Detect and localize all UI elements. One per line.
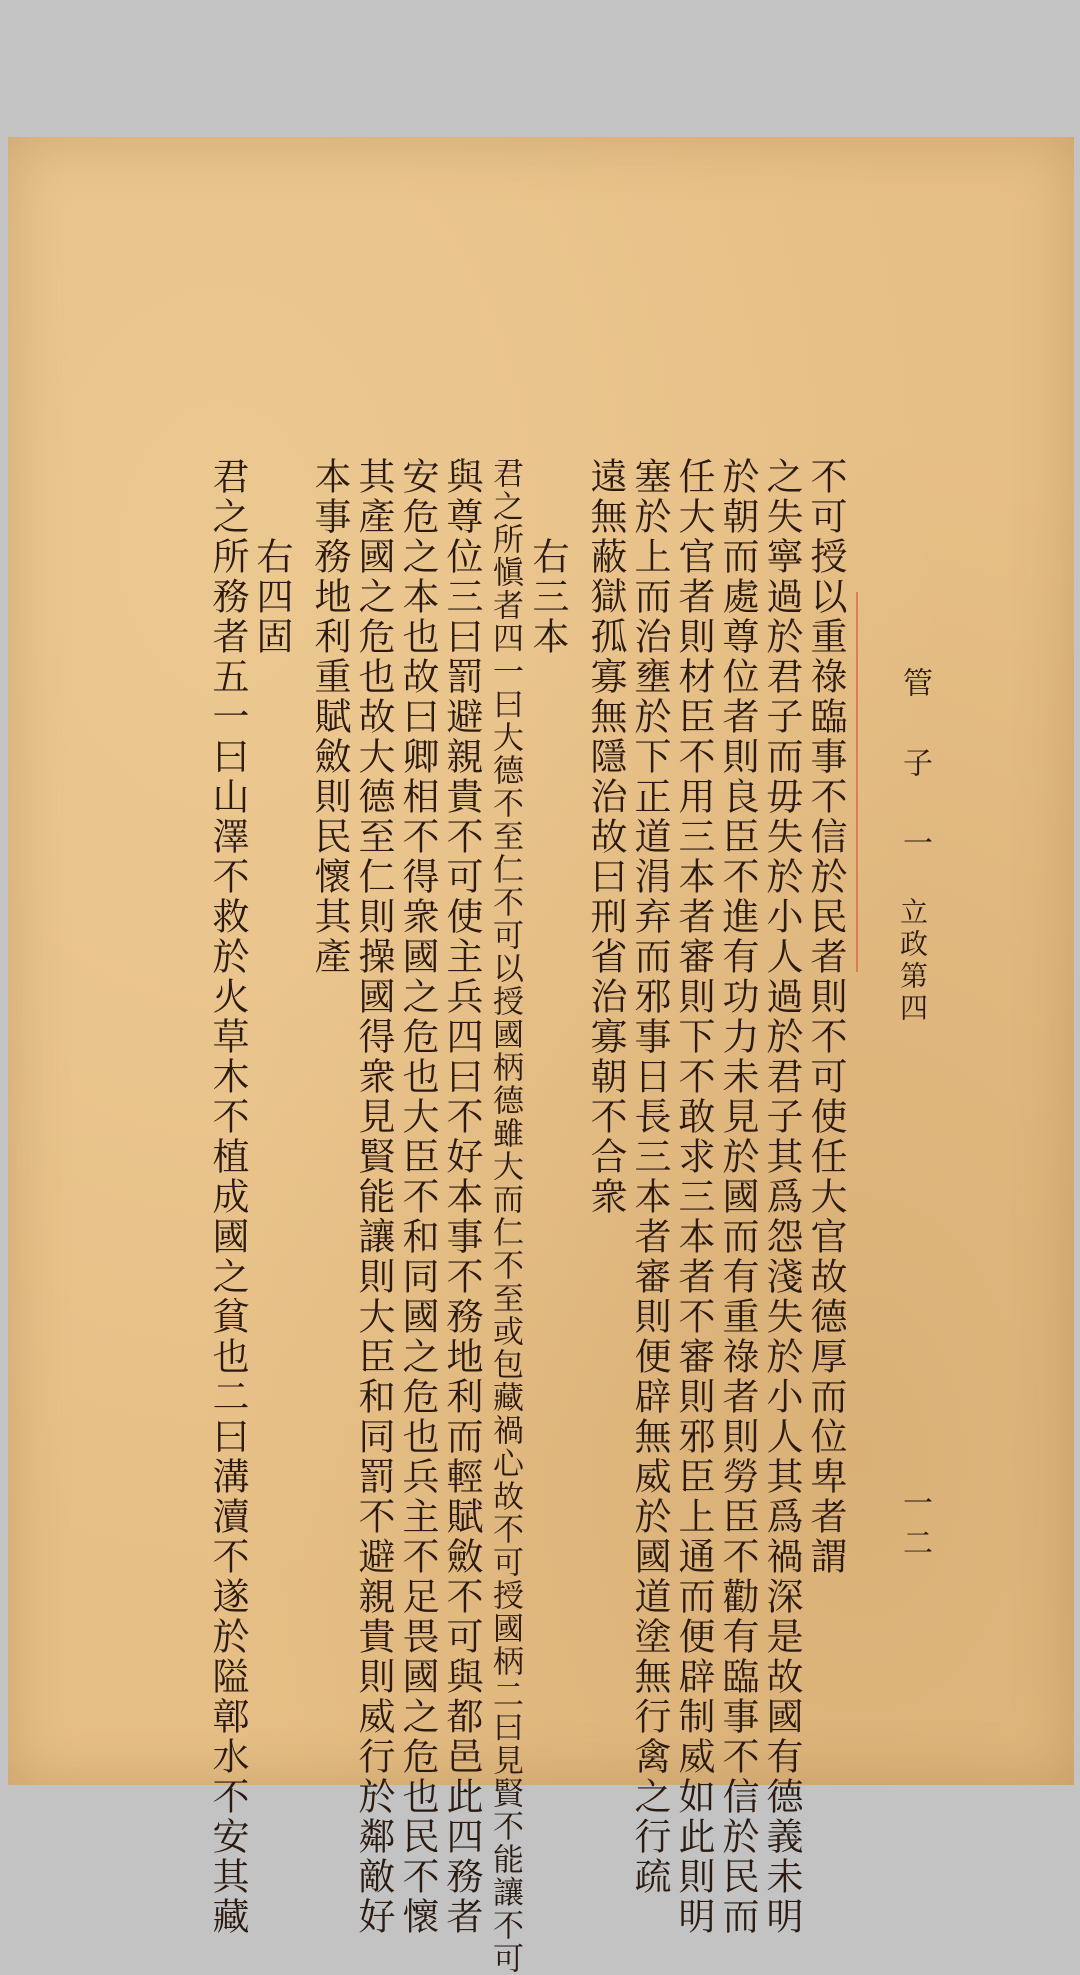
book-page: [8, 137, 1074, 1975]
text-column-14: 君之所務者五一曰山澤不救於火草木不植成國之貧也二曰溝瀆不遂於隘鄣水不安其藏: [206, 457, 249, 1937]
text-column-3: 於朝而處尊位者則良臣不進有功力未見於國而有重祿者則勞臣不勸有臨事不信於民而: [716, 457, 759, 1937]
book-title: 管 子 一: [897, 667, 932, 867]
text-column-2: 之失寧過於君子而毋失於小人過於君子其爲怨淺失於小人其爲禍深是故國有德義未明: [760, 457, 803, 1937]
text-column-4: 任大官者則材臣不用三本者審則下不敢求三本者不審則邪臣上通而便辟制威如此則明: [672, 457, 715, 1937]
section-label-si-gu: 右四固: [250, 537, 293, 657]
chapter-title: 立政第四: [896, 897, 929, 1025]
text-column-5: 塞於上而治壅於下正道涓弃而邪事日長三本者審則便辟無威於國道塗無行禽之行疏: [628, 457, 671, 1897]
text-column-12: 本事務地利重賦斂則民懷其產: [308, 457, 351, 977]
text-column-11: 其產國之危也故大德至仁則操國得衆見賢能讓則大臣和同罰不避親貴則威行於鄰敵好: [352, 457, 395, 1937]
text-column-1: 不可授以重祿臨事不信於民者則不可使任大官故德厚而位卑者謂: [804, 457, 847, 1577]
text-column-6: 遠無蔽獄孤寡無隱治故曰刑省治寡朝不合衆: [584, 457, 627, 1217]
red-margin-mark: [856, 592, 858, 972]
section-label-san-ben: 右三本: [526, 537, 569, 657]
text-column-9: 與尊位三曰罰避親貴不可使主兵四曰不好本事不務地利而輕賦斂不可與都邑此四務者: [440, 457, 483, 1937]
text-column-10: 安危之本也故曰卿相不得衆國之危也大臣不和同國之危也兵主不足畏國之危也民不懷: [396, 457, 439, 1937]
text-column-8: 君之所愼者四一曰大德不至仁不可以授國柄德雖大而仁不至或包藏禍心故不可授國柄二曰見賢不能讓不可: [487, 457, 523, 1975]
page-number: 一二: [897, 1487, 932, 1567]
